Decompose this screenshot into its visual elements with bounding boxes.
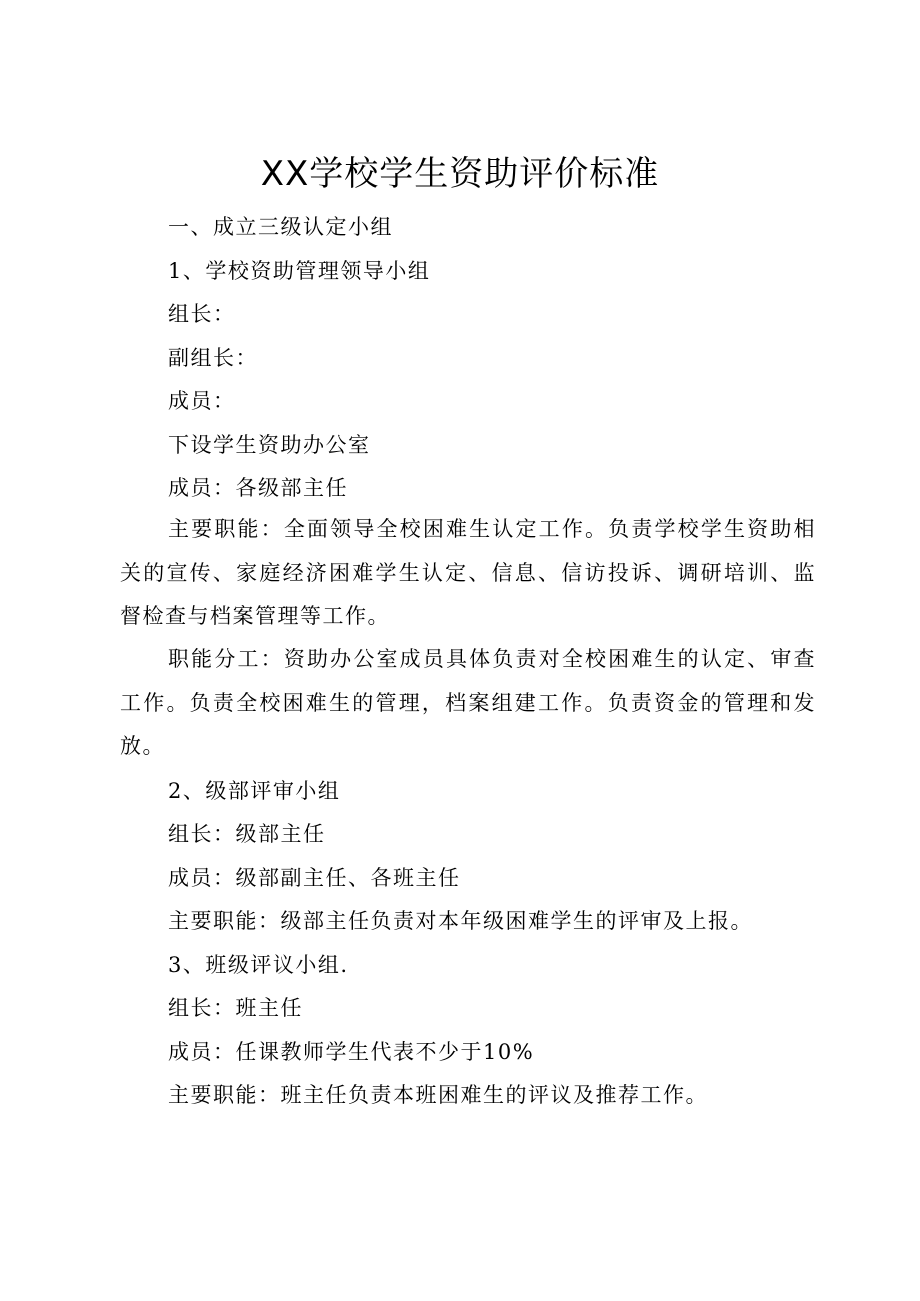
group2-heading: 2、级部评审小组 [168, 779, 341, 803]
group1-members: 成员： [168, 389, 236, 413]
group1-duties: 主要职能：全面领导全校困难生认定工作。负责学校学生资助相关的宣传、家庭经济困难学生认定、信息、信访投诉、调研培训、监督检查与档案管理等工作。 [120, 517, 816, 628]
group1-office-members: 成员：各级部主任 [168, 476, 348, 500]
group3-heading: 3、班级评议小组. [168, 953, 349, 977]
group3-duties: 主要职能：班主任负责本班困难生的评议及推荐工作。 [168, 1083, 708, 1107]
document-title: XX学校学生资助评价标准 [260, 154, 660, 194]
group1-leader: 组长： [168, 302, 236, 326]
group1-heading: 1、学校资助管理领导小组 [168, 259, 431, 283]
group3-leader: 组长：班主任 [168, 996, 303, 1020]
section-heading-1: 一、成立三级认定小组 [168, 215, 393, 239]
group1-division: 职能分工：资助办公室成员具体负责对全校困难生的认定、审查工作。负责全校困难生的管理，档案组建工作。负责资金的管理和发放。 [120, 647, 816, 758]
group2-members: 成员：级部副主任、各班主任 [168, 866, 461, 890]
group1-vice-leader: 副组长： [168, 346, 258, 370]
group2-duties: 主要职能：级部主任负责对本年级困难学生的评审及上报。 [168, 909, 753, 933]
group3-members: 成员：任课教师学生代表不少于10% [168, 1040, 535, 1064]
group2-leader: 组长：级部主任 [168, 822, 326, 846]
group1-office: 下设学生资助办公室 [168, 433, 371, 457]
